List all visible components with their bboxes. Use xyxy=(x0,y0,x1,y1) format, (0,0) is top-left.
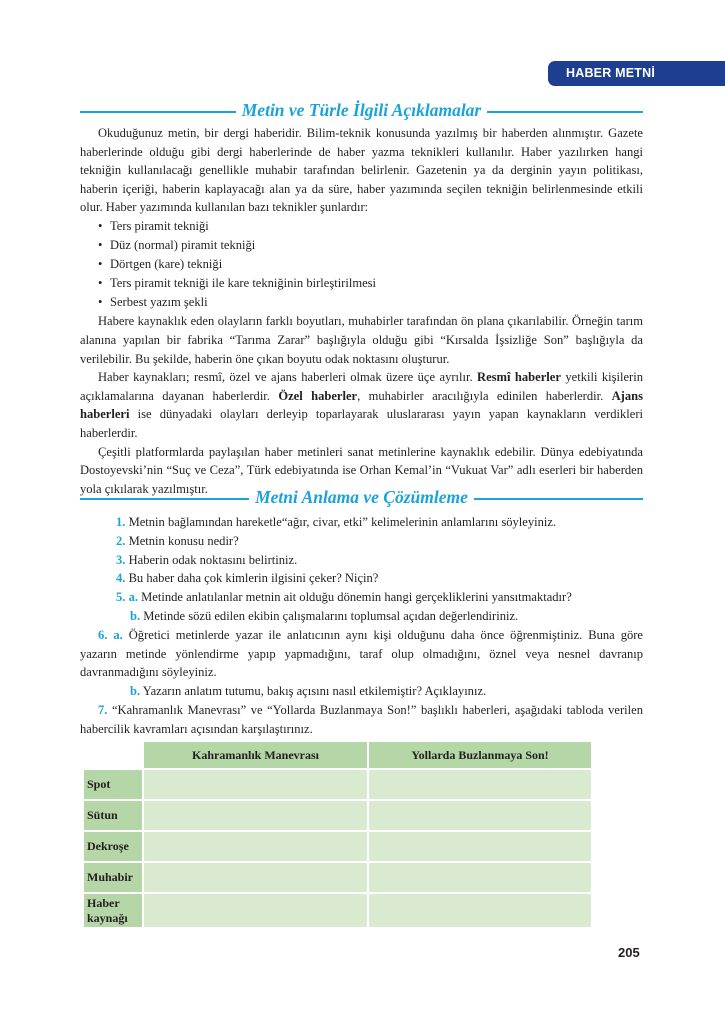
answer-cell[interactable] xyxy=(144,863,367,892)
list-item: • Dörtgen (kare) tekniği xyxy=(98,255,643,274)
row-label: Sütun xyxy=(84,801,142,830)
question-5b: b. Metinde sözü edilen ekibin çalışmalarını toplumsal açıdan değerlendiriniz. xyxy=(130,608,519,623)
answer-cell[interactable] xyxy=(144,801,367,830)
question-1: 1. Metnin bağlamından hareketle“ağır, civar, etki” kelimelerinin anlamlarını söyleyiniz. xyxy=(116,515,557,529)
comparison-table xyxy=(82,740,593,929)
term-agency-news: Ajans haberleri xyxy=(80,388,643,422)
questions-body xyxy=(80,513,643,739)
list-item: • Ters piramit tekniği xyxy=(98,217,643,236)
question-3: 3. Haberin odak noktasını belirtiniz. xyxy=(116,552,298,567)
question-2: 2. Metnin konusu nedir? xyxy=(116,533,239,548)
column-header: Kahramanlık Manevrası xyxy=(144,742,367,768)
answer-cell[interactable] xyxy=(144,770,367,799)
term-private-news: Özel haberler xyxy=(278,388,358,403)
answer-cell[interactable] xyxy=(369,770,591,799)
row-label: Spot xyxy=(84,770,142,799)
explanations-body xyxy=(80,124,643,498)
table-row xyxy=(84,832,591,861)
list-item: • Düz (normal) piramit tekniği xyxy=(98,236,643,255)
table-row xyxy=(84,801,591,830)
paragraph-news-sources: Haber kaynakları; resmî, özel ve ajans haberleri olmak üzere üçe ayrılır. Resmî haberler yetkili kişilerin açıklamalarına dayanan haberlerdir. Özel haberler, muhabirler aracılığıyla edinilen haberlerdir. Ajans haberleri ise dünyadaki olayları derleyip toparlayarak uluslararası yayın yapan kaynakların verdikleri haberlerdir. xyxy=(80,370,643,440)
answer-cell[interactable] xyxy=(369,832,591,861)
term-official-news: Resmî haberler xyxy=(477,370,561,385)
answer-cell[interactable] xyxy=(144,894,367,927)
row-label: Dekroşe xyxy=(84,832,142,861)
techniques-list xyxy=(80,217,643,312)
table-header-row xyxy=(84,742,591,768)
question-6b: b. Yazarın anlatım tutumu, bakış açısını nasıl etkilemiştir? Açıklayınız. xyxy=(130,684,487,699)
section-tab xyxy=(548,61,725,86)
table-row xyxy=(84,894,591,927)
table-row xyxy=(84,770,591,799)
section-tab-label: HABER METNİ xyxy=(566,66,656,80)
section-heading-comprehension xyxy=(80,487,643,511)
section-title: Metin ve Türle İlgili Açıklamalar xyxy=(236,100,488,120)
list-item: • Ters piramit tekniği ile kare tekniğinin birleştirilmesi xyxy=(98,274,643,293)
row-label: Muhabir xyxy=(84,863,142,892)
row-label: Haber kaynağı xyxy=(84,894,142,927)
table-row xyxy=(84,863,591,892)
answer-cell[interactable] xyxy=(369,894,591,927)
question-7: 7. “Kahramanlık Manevrası” ve “Yollarda Buzlanmaya Son!” başlıklı haberleri, aşağıdaki tabloda verilen habercilik kavramları açısından karşılaştırınız. xyxy=(80,702,643,736)
question-5a: 5. a. Metinde anlatılanlar metnin ait olduğu dönemin hangi gerçekliklerini yansıtmaktadır? xyxy=(116,590,572,605)
column-header: Yollarda Buzlanmaya Son! xyxy=(369,742,591,768)
page-number: 205 xyxy=(618,945,640,960)
question-6a: 6. a. Öğretici metinlerde yazar ile anlatıcının aynı kişi olduğunu daha önce öğrenmiştiniz. Buna göre yazarın metinde yönlendirme yapıp yapmadığını, taraf olup olmadığını, öznel veya nesnel davranıp davranmadığını söyleyiniz. xyxy=(80,627,643,680)
answer-cell[interactable] xyxy=(369,863,591,892)
section-heading-explanations xyxy=(80,100,643,124)
section-title: Metni Anlama ve Çözümleme xyxy=(249,487,474,507)
paragraph: Çeşitli platformlarda paylaşılan haber metinleri sanat metinlerine kaynaklık edebilir. Dünya edebiyatında Dostoyevski’nin “Suç ve Ceza”, Türk edebiyatında ise Orhan Kemal’in “Vukuat Var” adlı eserleri bir haberden yola çıkılarak yazılmıştır. xyxy=(80,444,643,496)
paragraph: Habere kaynaklık eden olayların farklı boyutları, muhabirler tarafından ön plana çıkarılabilir. Örneğin tarım alanına yapılan bir fabrika “Tarıma Zarar” başlığıyla olduğu gibi “Kırsalda İşsizliğe Son” başlığıyla da verilebilir. Bu şekilde, haberin öne çıkan boyutu odak noktasını oluşturur. xyxy=(80,314,643,366)
paragraph: Okuduğunuz metin, bir dergi haberidir. Bilim-teknik konusunda yazılmış bir haberden alınmıştır. Gazete haberlerinde olduğu gibi dergi haberlerinde de haber yazma teknikleri kullanılır. Haber yazılırken hangi tekniğin kullanılacağı genellikle muhabir tarafından belirlenir. Gazetenin ya da derginin yayın politikası, haberin içeriği, haberin kaplayacağı alan ya da süre, haber yazımında seçilen tekniğin belirlenmesinde etkili olur. Haber yazımında kullanılan bazı teknikler şunlardır: xyxy=(80,126,643,215)
answer-cell[interactable] xyxy=(369,801,591,830)
question-4: 4. Bu haber daha çok kimlerin ilgisini çeker? Niçin? xyxy=(116,571,379,586)
answer-cell[interactable] xyxy=(144,832,367,861)
list-item: • Serbest yazım şekli xyxy=(98,293,643,312)
